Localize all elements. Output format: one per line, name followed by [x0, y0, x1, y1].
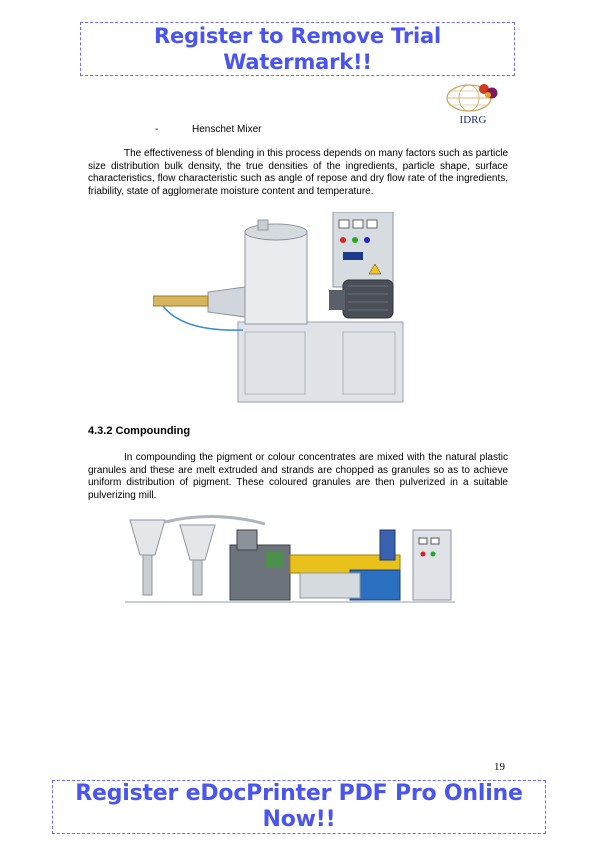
- logo-text: IDRG: [459, 114, 487, 126]
- section-heading: 4.3.2 Compounding: [88, 425, 191, 437]
- compounding-line-photo: [125, 510, 455, 610]
- compounding-paragraph: In compounding the pigment or colour concentrates are mixed with the natural plastic granules and these are melt extruded and strands are chopped as granules so as to achieve uniform distribution of pigment. These coloured granules are then pulverized in a suitable pulverizing mill.: [88, 452, 508, 501]
- bullet-dash: -: [155, 124, 159, 135]
- trial-watermark-top[interactable]: Register to Remove Trial Watermark!!: [80, 22, 515, 76]
- page-number: 19: [494, 761, 505, 773]
- blending-paragraph: The effectiveness of blending in this process depends on many factors such as particle size distribution bulk density, the true densities of the ingredients, particle shape, surface characteristics, flow characteristic such as angle of repose and dry flow rate of the ingredients, friability, state of agglomerate moisture content and temperature.: [88, 148, 508, 197]
- globe-logo-icon: [443, 80, 503, 114]
- idrg-logo: [443, 80, 513, 132]
- bullet-item: [155, 124, 261, 135]
- henschel-mixer-photo: [153, 212, 413, 407]
- trial-watermark-bottom[interactable]: Register eDocPrinter PDF Pro Online Now!!: [52, 780, 546, 834]
- bullet-text: Henschet Mixer: [192, 124, 262, 135]
